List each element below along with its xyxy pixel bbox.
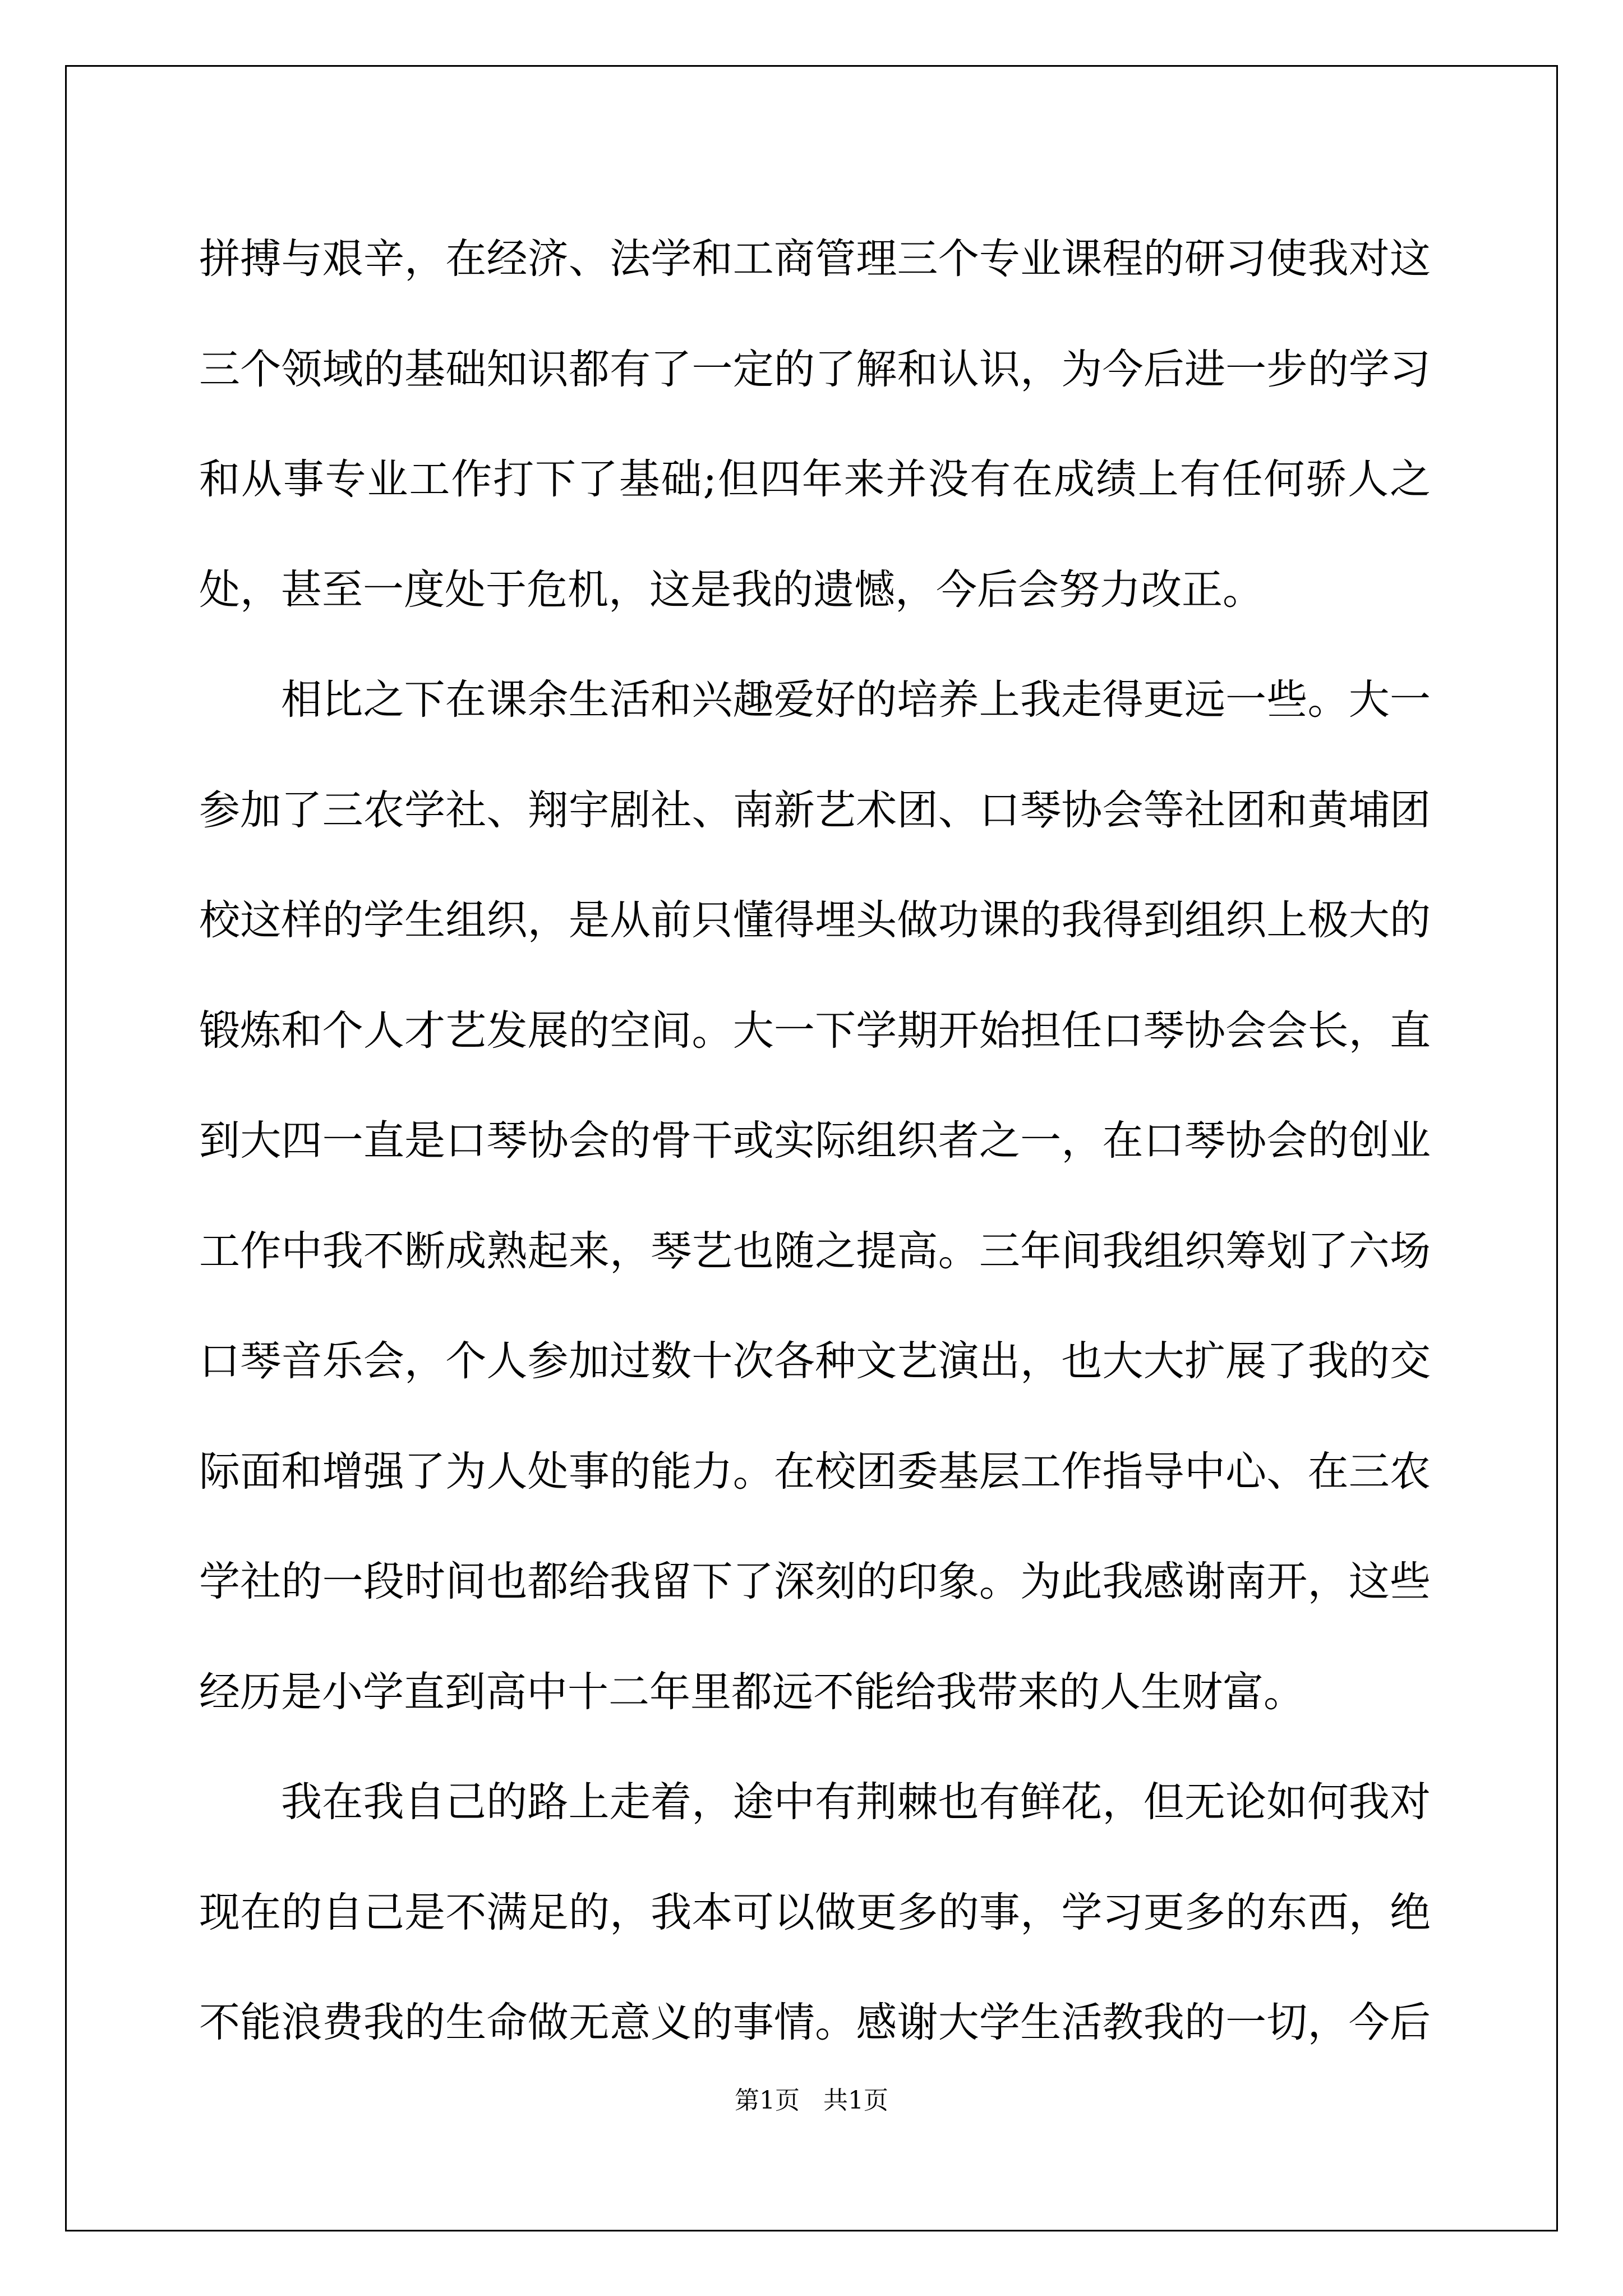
text-line: 现在的自己是不满足的，我本可以做更多的事，学习更多的东西，绝 <box>199 1888 1431 1936</box>
document-body <box>199 204 1431 2078</box>
text-line: 口琴音乐会，个人参加过数十次各种文艺演出，也大大扩展了我的交 <box>199 1337 1431 1385</box>
text-line: 三个领域的基础知识都有了一定的了解和认识，为今后进一步的学习 <box>199 345 1431 393</box>
total-pages: 共1页 <box>823 2086 888 2115</box>
text-line: 相比之下在课余生活和兴趣爱好的培养上我走得更远一些。大一 <box>281 676 1431 724</box>
text-line: 到大四一直是口琴协会的骨干或实际组织者之一，在口琴协会的创业 <box>199 1117 1431 1165</box>
text-line: 际面和增强了为人处事的能力。在校团委基层工作指导中心、在三农 <box>199 1447 1431 1496</box>
text-line: 拼搏与艰辛，在经济、法学和工商管理三个专业课程的研习使我对这 <box>199 235 1431 283</box>
text-line: 校这样的学生组织，是从前只懂得埋头做功课的我得到组织上极大的 <box>199 896 1431 944</box>
paragraph <box>199 204 1431 645</box>
text-line: 不能浪费我的生命做无意义的事情。感谢大学生活教我的一切，今后 <box>199 1999 1431 2046</box>
text-line: 参加了三农学社、翔宇剧社、南新艺术团、口琴协会等社团和黄埔团 <box>199 786 1431 834</box>
text-line: 学社的一段时间也都给我留下了深刻的印象。为此我感谢南开，这些 <box>199 1558 1431 1605</box>
page-number: 第1页 <box>735 2086 800 2115</box>
page-footer <box>0 2084 1623 2118</box>
text-line: 工作中我不断成熟起来，琴艺也随之提高。三年间我组织筹划了六场 <box>199 1227 1431 1275</box>
text-line: 处，甚至一度处于危机，这是我的遗憾，今后会努力改正。 <box>199 565 1264 614</box>
text-line: 经历是小学直到高中十二年里都远不能给我带来的人生财富。 <box>199 1668 1304 1716</box>
text-line: 和从事专业工作打下了基础;但四年来并没有在成绩上有任何骄人之 <box>199 455 1431 503</box>
paragraph <box>199 1747 1431 2078</box>
text-line: 我在我自己的路上走着，途中有荆棘也有鲜花，但无论如何我对 <box>281 1778 1431 1826</box>
paragraph <box>199 645 1431 1747</box>
text-line: 锻炼和个人才艺发展的空间。大一下学期开始担任口琴协会会长，直 <box>199 1006 1431 1055</box>
